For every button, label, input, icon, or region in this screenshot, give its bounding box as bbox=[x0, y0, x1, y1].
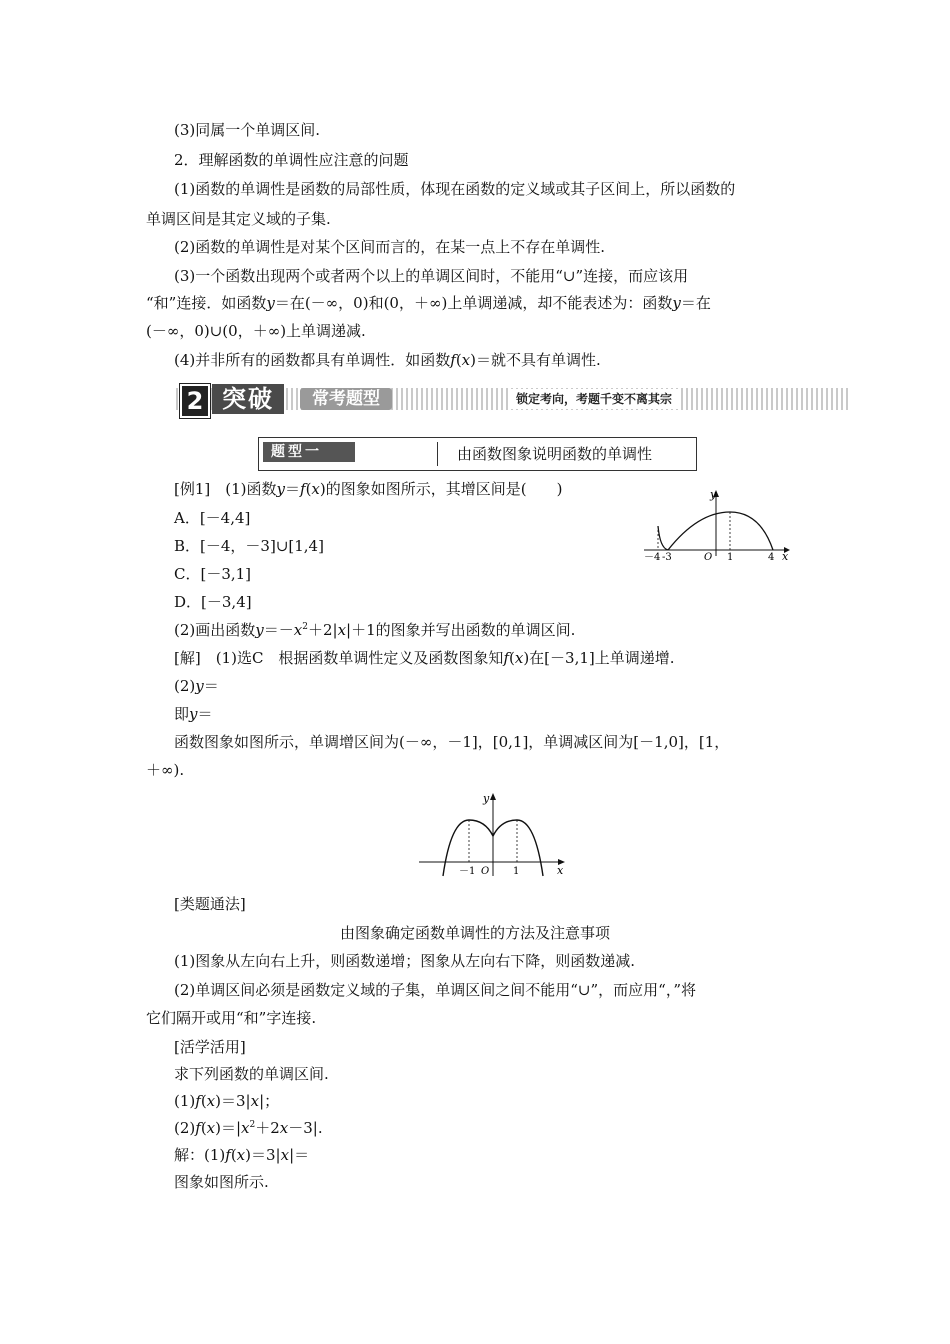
y-axis-label: y bbox=[710, 488, 717, 501]
text-line: (3)一个函数出现两个或者两个以上的单调区间时，不能用“∪”连接，而应该用 bbox=[174, 267, 689, 285]
banner-subtitle: 常考题型 bbox=[300, 388, 392, 410]
question-type-label: 题型一 bbox=[263, 442, 355, 462]
section-banner bbox=[176, 382, 850, 416]
text-line: “和”连接．如函数y＝在(－∞，0)和(0，＋∞)上单调递减，却不能表述为：函数y＝在 bbox=[146, 294, 711, 312]
divider bbox=[437, 442, 438, 466]
origin-label: O bbox=[704, 552, 713, 560]
tick-label: －4 bbox=[644, 552, 661, 560]
text-line: 2．理解函数的单调性应注意的问题 bbox=[174, 151, 409, 169]
practice-solution: 解：(1)f(x)＝3|x|＝ bbox=[174, 1146, 310, 1164]
tick-label: 4 bbox=[768, 552, 775, 560]
banner-number: 2 bbox=[180, 384, 210, 418]
option-a: A．[－4,4] bbox=[174, 509, 251, 527]
y-axis-arrow bbox=[490, 793, 496, 800]
x-axis-label: x bbox=[557, 864, 564, 877]
banner-slogan: 锁定考向，考题千变不离其宗 bbox=[510, 389, 678, 409]
option-d: D．[－3,4] bbox=[174, 593, 252, 611]
option-b: B．[－4，－3]∪[1,4] bbox=[174, 537, 324, 555]
curve-main bbox=[668, 512, 773, 550]
y-axis-label: y bbox=[483, 792, 490, 805]
solution-line: 函数图象如图所示，单调增区间为(－∞，－1]，[0,1]，单调减区间为[－1,0]，[1， bbox=[174, 733, 730, 751]
text-line: (3)同属一个单调区间. bbox=[174, 121, 321, 139]
text-line: (－∞，0)∪(0，＋∞)上单调递减. bbox=[146, 322, 366, 340]
practice-tag: [活学活用] bbox=[174, 1038, 246, 1056]
method-tag: [类题通法] bbox=[174, 895, 246, 913]
practice-solution: 图象如图所示. bbox=[174, 1173, 269, 1191]
question-type-text: 由函数图象说明函数的单调性 bbox=[457, 445, 653, 463]
method-point: (1)图象从左向右上升，则函数递增；图象从左向右下降，则函数递减. bbox=[174, 952, 636, 970]
curve-left-segment bbox=[658, 526, 668, 550]
practice-question: 求下列函数的单调区间. bbox=[174, 1065, 329, 1083]
solution-line: (2)y＝ bbox=[174, 677, 219, 695]
question-type-box bbox=[258, 437, 697, 471]
option-c: C．[－3,1] bbox=[174, 565, 252, 583]
practice-item: $(2)f(x)=|x^2+2x-3|$. bbox=[174, 1119, 323, 1137]
tick-label: －1 bbox=[459, 866, 476, 877]
tick-label: 1 bbox=[727, 552, 734, 560]
method-point: 它们隔开或用“和”字连接. bbox=[146, 1009, 317, 1027]
method-title: 由图象确定函数单调性的方法及注意事项 bbox=[339, 924, 610, 942]
text-line: (1)函数的单调性是函数的局部性质，体现在函数的定义域或其子区间上，所以函数的 bbox=[174, 180, 736, 198]
method-point: (2)单调区间必须是函数定义域的子集，单调区间之间不能用“∪”，而应用“，”将 bbox=[174, 981, 696, 999]
example-question-2: (2)画出函数$y=-x^2+2|x|+1$的图象并写出函数的单调区间. bbox=[174, 621, 576, 639]
text-line: (4)并非所有的函数都具有单调性．如函数f(x)＝就不具有单调性. bbox=[174, 351, 601, 369]
text-line: (2)函数的单调性是对某个区间而言的，在某一点上不存在单调性. bbox=[174, 238, 606, 256]
solution-line: 即y＝ bbox=[174, 705, 213, 723]
origin-label: O bbox=[481, 866, 490, 877]
tick-label: -3 bbox=[662, 552, 672, 560]
x-axis-label: x bbox=[782, 550, 789, 560]
practice-item: (1)f(x)＝3|x|； bbox=[174, 1092, 280, 1110]
text-line: 单调区间是其定义域的子集. bbox=[146, 210, 331, 228]
solution-line: [解] (1)选C 根据函数单调性定义及函数图象知f(x)在[－3,1]上单调递增. bbox=[174, 649, 675, 667]
example-question: [例1] (1)函数y＝f(x)的图象如图所示，其增区间是( ) bbox=[174, 480, 563, 498]
function-graph-1 bbox=[640, 484, 800, 560]
banner-title: 突破 bbox=[212, 384, 284, 414]
tick-label: 1 bbox=[513, 866, 520, 877]
solution-line: ＋∞). bbox=[146, 761, 185, 779]
function-graph-2 bbox=[415, 786, 571, 880]
